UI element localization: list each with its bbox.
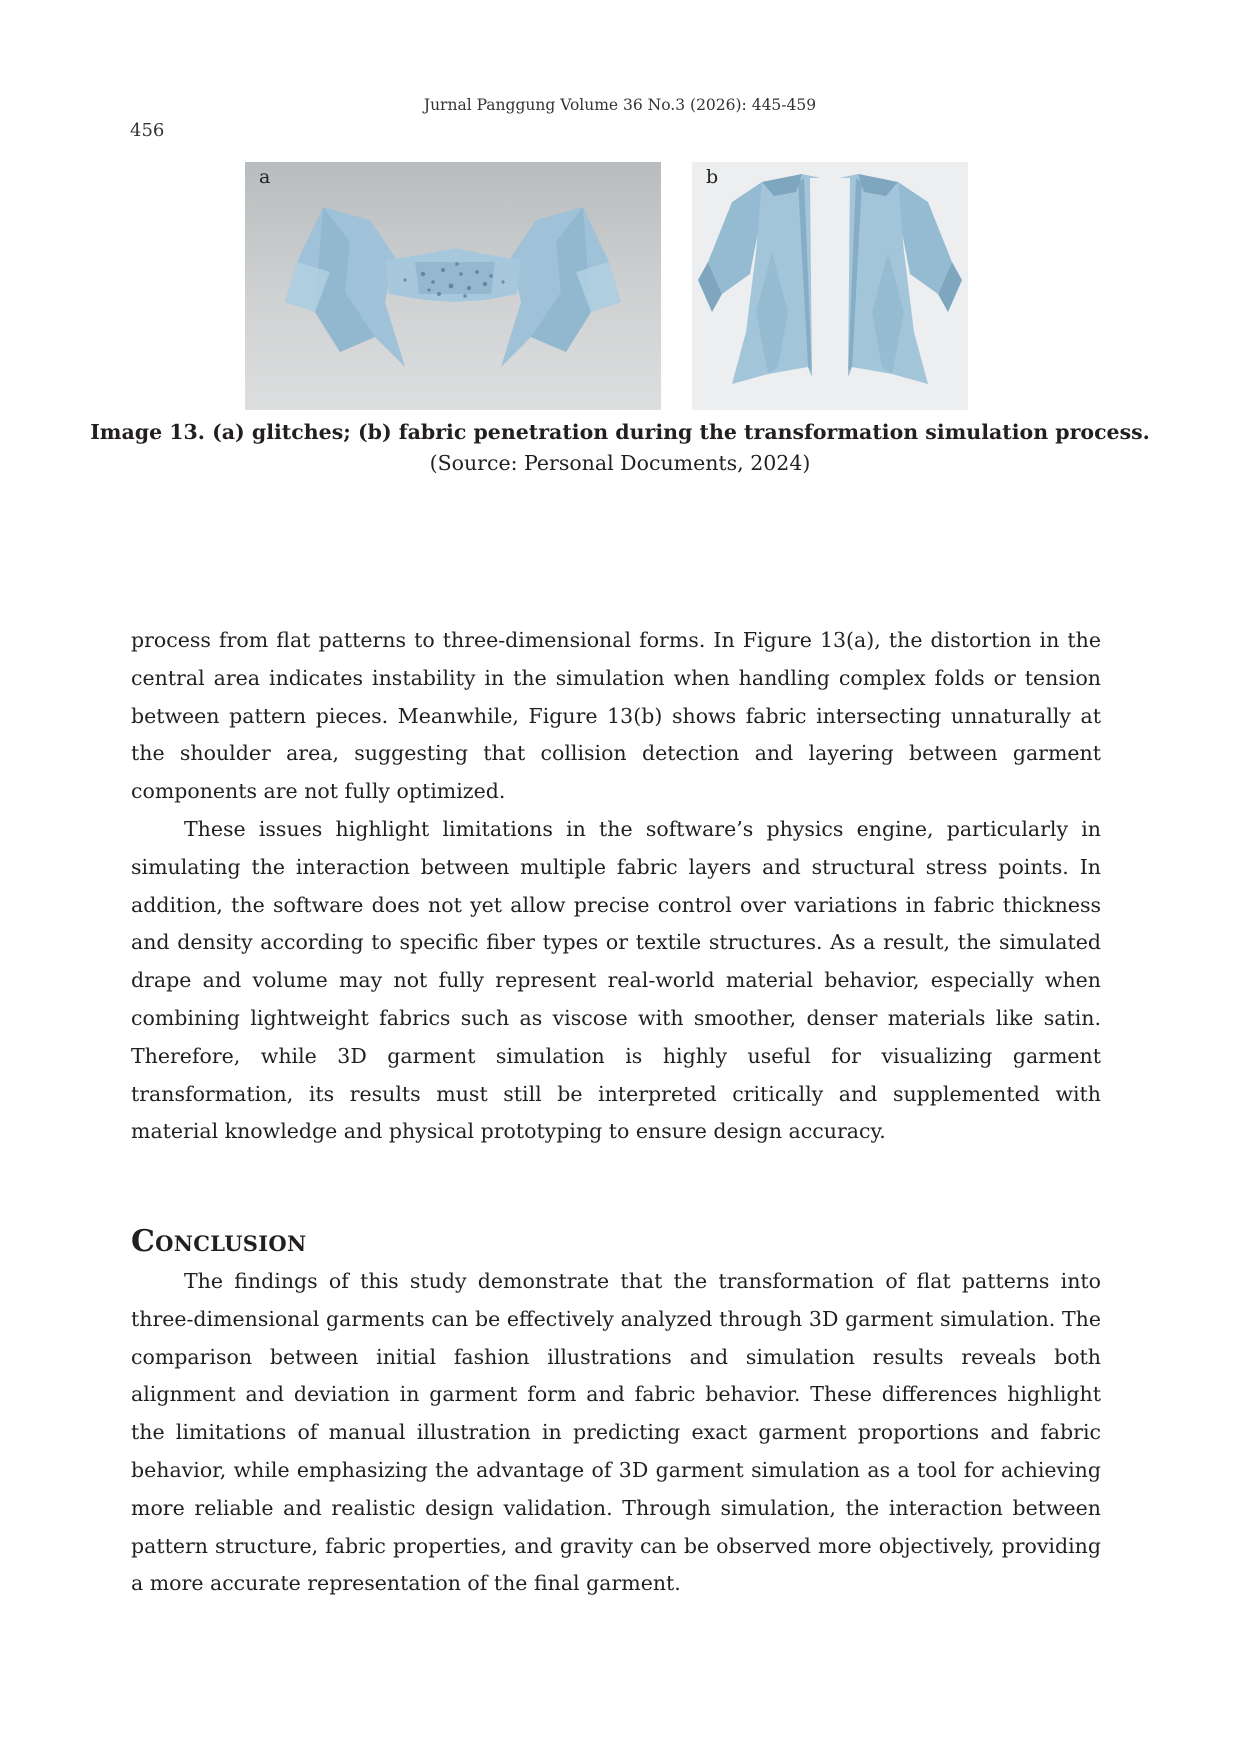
running-header: Jurnal Panggung Volume 36 No.3 (2026): 445-459 bbox=[423, 96, 817, 114]
figure-panel-a-glitches bbox=[245, 162, 661, 410]
figure-13 bbox=[0, 162, 1240, 412]
conclusion-text bbox=[131, 1263, 1101, 1603]
panel-a-label: a bbox=[259, 166, 271, 188]
figure-source: (Source: Personal Documents, 2024) bbox=[429, 451, 811, 475]
discussion-paragraph-2: These issues highlight limitations in the software’s physics engine, particularly in simulating the interaction between multiple fabric layers and structural stress points. In addition, the software does not yet allow precise control over variations in fabric thickness and density according to specific fiber types or textile structures. As a result, the simulated drape and volume may not fully represent real-world material behavior, especially when combining lightweight fabrics such as viscose with smoother, denser materials like satin. Therefore, while 3D garment simulation is highly useful for visualizing garment transformation, its results must still be interpreted critically and supplemented with material knowledge and physical prototyping to ensure design accuracy. bbox=[131, 816, 1101, 1144]
page-number: 456 bbox=[130, 120, 165, 141]
penetration-garment-image bbox=[692, 162, 968, 410]
conclusion-heading: Conclusion bbox=[131, 1224, 307, 1259]
panel-b-label: b bbox=[706, 166, 719, 188]
discussion-text bbox=[131, 622, 1101, 1151]
figure-panel-b-fabric-penetration bbox=[692, 162, 968, 410]
glitch-garment-image bbox=[245, 162, 661, 410]
discussion-paragraph-1: process from flat patterns to three-dimensional forms. In Figure 13(a), the distortion in the central area indicates instability in the simulation when handling complex folds or tension between pattern pieces. Meanwhile, Figure 13(b) shows fabric intersecting unnaturally at the shoulder area, suggesting that collision detection and layering between garment components are not fully optimized. bbox=[131, 628, 1101, 804]
conclusion-paragraph-1: The findings of this study demonstrate that the transformation of flat patterns into three-dimensional garments can be effectively analyzed through 3D garment simulation. The comparison between initial fashion illustrations and simulation results reveals both alignment and deviation in garment form and fabric behavior. These differences highlight the limitations of manual illustration in predicting exact garment proportions and fabric behavior, while emphasizing the advantage of 3D garment simulation as a tool for achieving more reliable and realistic design validation. Through simulation, the interaction between pattern structure, fabric properties, and gravity can be observed more objectively, providing a more accurate representation of the final garment. bbox=[131, 1269, 1101, 1596]
figure-caption: Image 13. (a) glitches; (b) fabric penetration during the transformation simulation process. bbox=[90, 420, 1150, 444]
